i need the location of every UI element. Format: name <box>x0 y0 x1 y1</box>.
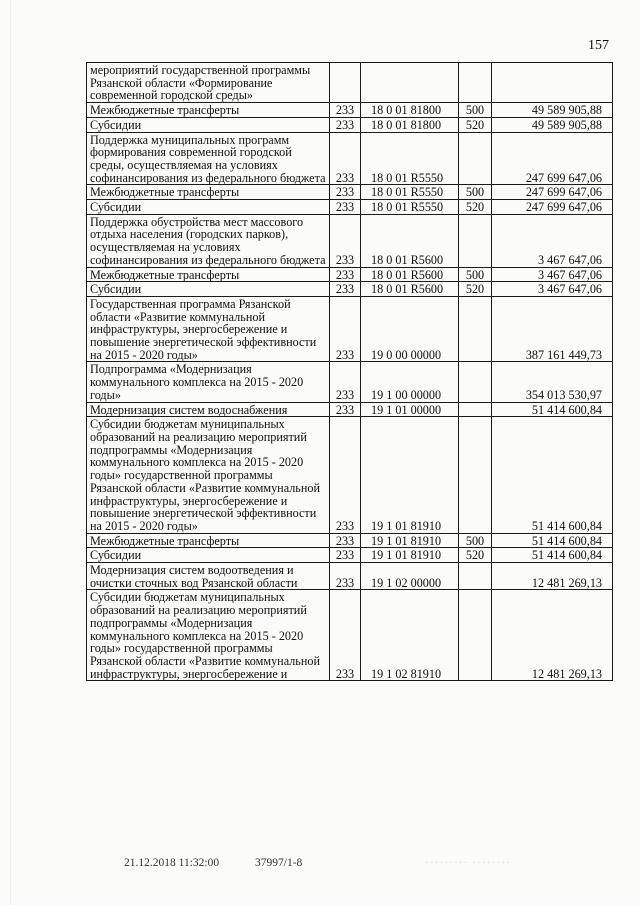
row-name-cell: Межбюджетные трансферты <box>87 103 330 118</box>
row-name-cell: Поддержка обустройства мест массового отдыха населения (городских парков), осуществляемая на условиях софинансирования из федерального бюджета <box>87 214 330 267</box>
row-gr-code-cell: 233 <box>330 533 361 548</box>
row-expense-type-cell: 520 <box>459 117 492 132</box>
table-row <box>87 282 613 297</box>
budget-table <box>86 62 613 681</box>
row-target-article-cell: 19 1 01 00000 <box>361 402 459 417</box>
row-target-article-cell: 19 1 01 81910 <box>361 533 459 548</box>
table-row <box>87 417 613 533</box>
row-gr-code-cell: 233 <box>330 563 361 590</box>
row-target-article-cell <box>361 63 459 103</box>
table-row <box>87 214 613 267</box>
footer-doc-code: 37997/1-8 <box>255 857 303 869</box>
row-expense-type-cell: 500 <box>459 533 492 548</box>
row-expense-type-cell <box>459 402 492 417</box>
table-row <box>87 402 613 417</box>
row-expense-type-cell: 520 <box>459 282 492 297</box>
row-gr-code-cell: 233 <box>330 214 361 267</box>
table-row <box>87 563 613 590</box>
page-number: 157 <box>588 38 609 53</box>
row-expense-type-cell: 520 <box>459 548 492 563</box>
row-amount-cell: 354 013 530,97 <box>492 362 613 402</box>
row-expense-type-cell: 500 <box>459 185 492 200</box>
row-gr-code-cell: 233 <box>330 185 361 200</box>
table-row <box>87 267 613 282</box>
row-amount-cell: 49 589 905,88 <box>492 103 613 118</box>
row-name-cell: Государственная программа Рязанской области «Развитие коммунальной инфраструктуры, энергосбережение и повышение энергетической эффективности на 2015 - 2020 годы» <box>87 296 330 362</box>
table-row <box>87 200 613 215</box>
row-amount-cell: 247 699 647,06 <box>492 200 613 215</box>
table-row <box>87 533 613 548</box>
row-target-article-cell: 19 1 02 81910 <box>361 590 459 681</box>
row-name-cell: Субсидии <box>87 548 330 563</box>
table-row <box>87 132 613 185</box>
faded-stamp-mark: ········· ········ <box>425 857 511 869</box>
row-name-cell: Субсидии бюджетам муниципальных образований на реализацию мероприятий подпрограммы «Модернизация коммунального комплекса на 2015 - 2020 годы» государственной программы Рязанской области «Развитие коммунальной инфраструктуры, энергосбережение и <box>87 590 330 681</box>
budget-table-body <box>87 63 613 681</box>
row-expense-type-cell <box>459 417 492 533</box>
row-target-article-cell: 19 1 02 00000 <box>361 563 459 590</box>
row-gr-code-cell: 233 <box>330 103 361 118</box>
row-gr-code-cell <box>330 63 361 103</box>
row-name-cell: Субсидии <box>87 117 330 132</box>
row-gr-code-cell: 233 <box>330 296 361 362</box>
row-expense-type-cell <box>459 63 492 103</box>
row-amount-cell: 49 589 905,88 <box>492 117 613 132</box>
row-name-cell: Модернизация систем водоснабжения <box>87 402 330 417</box>
row-name-cell: Субсидии бюджетам муниципальных образований на реализацию мероприятий подпрограммы «Модернизация коммунального комплекса на 2015 - 2020 годы» государственной программы Рязанской области «Развитие коммунальной инфраструктуры, энергосбережение и повышение энергетической эффективности на 2015 - 2020 годы» <box>87 417 330 533</box>
table-row <box>87 63 613 103</box>
row-gr-code-cell: 233 <box>330 362 361 402</box>
row-expense-type-cell <box>459 296 492 362</box>
row-expense-type-cell <box>459 563 492 590</box>
row-expense-type-cell <box>459 132 492 185</box>
row-amount-cell: 3 467 647,06 <box>492 267 613 282</box>
table-row <box>87 103 613 118</box>
row-target-article-cell: 19 1 01 81910 <box>361 417 459 533</box>
row-amount-cell <box>492 63 613 103</box>
row-target-article-cell: 18 0 01 R5600 <box>361 214 459 267</box>
row-amount-cell: 3 467 647,06 <box>492 214 613 267</box>
row-target-article-cell: 19 0 00 00000 <box>361 296 459 362</box>
row-amount-cell: 247 699 647,06 <box>492 132 613 185</box>
row-expense-type-cell <box>459 590 492 681</box>
row-target-article-cell: 18 0 01 R5600 <box>361 282 459 297</box>
row-target-article-cell: 18 0 01 81800 <box>361 103 459 118</box>
row-name-cell: Субсидии <box>87 282 330 297</box>
table-row <box>87 296 613 362</box>
row-target-article-cell: 19 1 01 81910 <box>361 548 459 563</box>
row-amount-cell: 12 481 269,13 <box>492 563 613 590</box>
row-amount-cell: 3 467 647,06 <box>492 282 613 297</box>
row-name-cell: Поддержка муниципальных программ формирования современной городской среды, осуществляемая на условиях софинансирования из федерального бюджета <box>87 132 330 185</box>
row-expense-type-cell <box>459 362 492 402</box>
row-name-cell: Модернизация систем водоотведения и очистки сточных вод Рязанской области <box>87 563 330 590</box>
row-name-cell: Подпрограмма «Модернизация коммунального комплекса на 2015 - 2020 годы» <box>87 362 330 402</box>
table-row <box>87 548 613 563</box>
row-name-cell: Межбюджетные трансферты <box>87 267 330 282</box>
row-gr-code-cell: 233 <box>330 282 361 297</box>
row-amount-cell: 12 481 269,13 <box>492 590 613 681</box>
row-amount-cell: 51 414 600,84 <box>492 417 613 533</box>
row-gr-code-cell: 233 <box>330 200 361 215</box>
row-target-article-cell: 19 1 00 00000 <box>361 362 459 402</box>
row-name-cell: Межбюджетные трансферты <box>87 185 330 200</box>
row-gr-code-cell: 233 <box>330 402 361 417</box>
row-amount-cell: 51 414 600,84 <box>492 548 613 563</box>
row-name-cell: мероприятий государственной программы Рязанской области «Формирование современной городской среды» <box>87 63 330 103</box>
row-target-article-cell: 18 0 01 R5550 <box>361 185 459 200</box>
footer-timestamp: 21.12.2018 11:32:00 <box>124 857 220 869</box>
scan-margin <box>0 0 11 905</box>
row-gr-code-cell: 233 <box>330 548 361 563</box>
table-row <box>87 117 613 132</box>
row-target-article-cell: 18 0 01 81800 <box>361 117 459 132</box>
row-gr-code-cell: 233 <box>330 267 361 282</box>
table-row <box>87 362 613 402</box>
row-expense-type-cell: 520 <box>459 200 492 215</box>
row-target-article-cell: 18 0 01 R5550 <box>361 200 459 215</box>
table-row <box>87 185 613 200</box>
row-expense-type-cell: 500 <box>459 103 492 118</box>
table-row <box>87 590 613 681</box>
row-gr-code-cell: 233 <box>330 590 361 681</box>
row-gr-code-cell: 233 <box>330 417 361 533</box>
row-name-cell: Субсидии <box>87 200 330 215</box>
row-amount-cell: 387 161 449,73 <box>492 296 613 362</box>
row-amount-cell: 51 414 600,84 <box>492 402 613 417</box>
row-amount-cell: 247 699 647,06 <box>492 185 613 200</box>
row-target-article-cell: 18 0 01 R5600 <box>361 267 459 282</box>
row-name-cell: Межбюджетные трансферты <box>87 533 330 548</box>
row-gr-code-cell: 233 <box>330 132 361 185</box>
row-expense-type-cell <box>459 214 492 267</box>
row-expense-type-cell: 500 <box>459 267 492 282</box>
row-gr-code-cell: 233 <box>330 117 361 132</box>
row-target-article-cell: 18 0 01 R5550 <box>361 132 459 185</box>
row-amount-cell: 51 414 600,84 <box>492 533 613 548</box>
